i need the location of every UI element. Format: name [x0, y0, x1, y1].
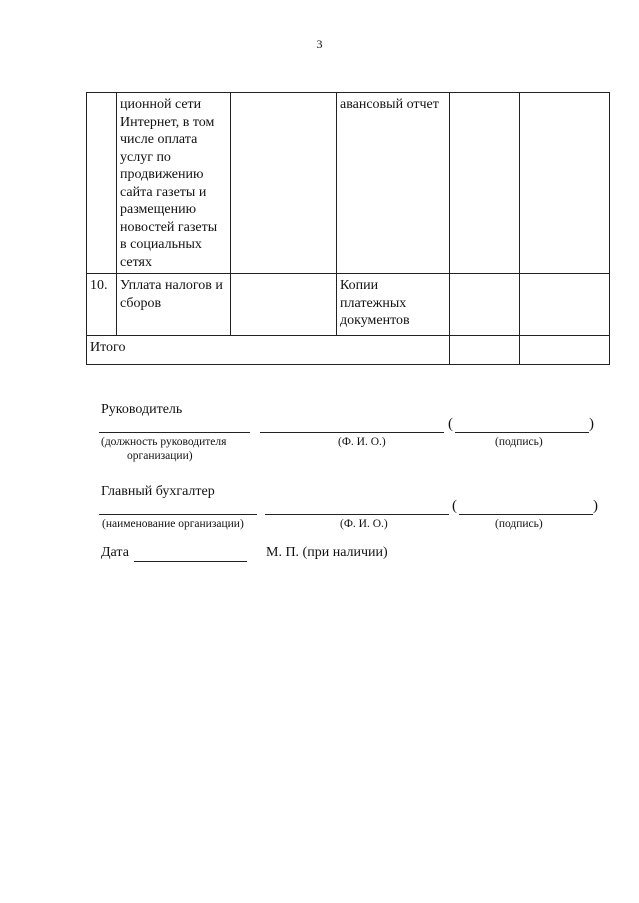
head-position-line[interactable] — [99, 432, 250, 433]
accountant-title: Главный бухгалтер — [101, 484, 215, 499]
accountant-signature-open-paren: ( — [452, 498, 457, 514]
head-name-line[interactable] — [260, 432, 444, 433]
description-cell: ционной сети Интернет, в том числе оплата услуг по продвижению сайта газеты и размещению новостей газеты в социальных сетях — [117, 93, 231, 274]
head-title: Руководитель — [101, 402, 183, 417]
empty-cell — [231, 93, 337, 274]
empty-cell — [520, 274, 610, 336]
head-name-caption: (Ф. И. О.) — [338, 436, 386, 448]
empty-cell — [450, 93, 520, 274]
total-row — [87, 336, 610, 365]
row-number-cell: 10. — [87, 274, 117, 336]
date-line[interactable] — [134, 561, 247, 562]
page-number: 3 — [316, 37, 323, 51]
empty-cell — [520, 336, 610, 365]
head-signature-caption: (подпись) — [495, 436, 543, 448]
accountant-signature-caption: (подпись) — [495, 518, 543, 530]
stamp-label: М. П. (при наличии) — [266, 545, 388, 560]
empty-cell — [450, 336, 520, 365]
empty-cell — [450, 274, 520, 336]
total-label: Итого — [87, 336, 450, 365]
table-row — [87, 93, 610, 274]
head-signature-open-paren: ( — [448, 416, 453, 432]
accountant-signature-line[interactable] — [459, 514, 593, 515]
document-cell: Копии платежных документов — [337, 274, 450, 336]
empty-cell — [231, 274, 337, 336]
accountant-org-caption: (наименование организации) — [102, 518, 244, 530]
accountant-name-caption: (Ф. И. О.) — [340, 518, 388, 530]
head-position-caption: (должность руководителя — [101, 436, 227, 448]
head-signature-close-paren: ) — [589, 416, 594, 432]
accountant-signature-close-paren: ) — [593, 498, 598, 514]
date-label: Дата — [101, 545, 129, 560]
accountant-org-line[interactable] — [99, 514, 257, 515]
table-row — [87, 274, 610, 336]
head-signature-line[interactable] — [455, 432, 589, 433]
expense-table — [86, 92, 610, 365]
description-cell: Уплата налогов и сборов — [117, 274, 231, 336]
head-position-caption-2: организации) — [127, 450, 193, 462]
accountant-name-line[interactable] — [265, 514, 449, 515]
document-cell: авансовый отчет — [337, 93, 450, 274]
row-number-cell — [87, 93, 117, 274]
empty-cell — [520, 93, 610, 274]
